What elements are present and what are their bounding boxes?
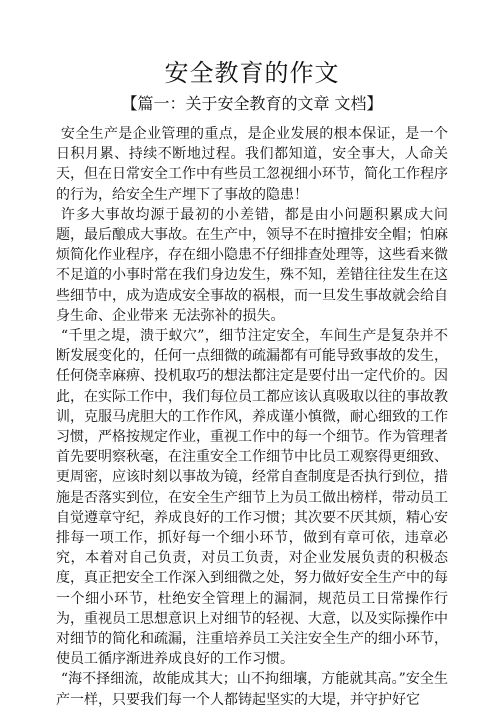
paragraph-2: 许多大事故均源于最初的小差错，都是由小问题积累成大问题，最后酿成大事故。在生产中，领导不在时擅排安全帽；怕麻烦简化作业程序，存在细小隐患不仔细排查处理等，这些看来微不足道的小事时常在我们身边发生，殊不知，差错往往发生在这些细节中，成为造成安全事故的祸根，而一旦发生事故就会给自身生命、企业带来 无法弥补的损失。: [56, 206, 448, 324]
document-title: 安全教育的作文: [164, 59, 340, 87]
document-subtitle: 【篇一：关于安全教育的文章 文档】: [121, 94, 383, 113]
paragraph-4: “海不择细流，故能成其大；山不拘细壤，方能就其高。”安全生产一样，只要我们每一个人都铸起坚实的大堤，并守护好它: [56, 671, 448, 708]
paragraph-1: 安全生产是企业管理的重点，是企业发展的根本保证，是一个日积月累、持续不断地过程。我们都知道，安全事大，人命关天，但在日常安全工作中有些员工忽视细小环节，简化工作程序的行为，给安全生产埋下了事故的隐患！: [56, 126, 448, 203]
paragraph-3: “千里之堤，溃于蚁穴”，细节注定安全，车间生产是复杂并不断发展变化的，任何一点细微的疏漏都有可能导致事故的发生，任何侥幸麻痹、投机取巧的想法都注定是要付出一定代价的。因此，在实际工作中，我们每位员工都应该认真吸取以往的事故教训，克服马虎胆大的工作作风，养成谨小慎微，耐心细致的工作习惯，严格按规定作业，重视工作中的每一个细节。作为管理者首先要明察秋毫，在注重安全工作细节中比员工观察得更细致、更周密，应该时刻以事故为镜，经常自查制度是否执行到位，措施是否落实到位，在安全生产细节上为员工做出榜样，带动员工自觉遵章守纪，养成良好的工作习惯；其次要不厌其烦，精心安排每一项工作，抓好每一个细小环节，做到有章可依，违章必究，本着对自己负责，对员工负责，对企业发展负责的积极态度，真正把安全工作深入到细微之处，努力做好安全生产中的每一个细小环节，杜绝安全管理上的漏洞，规范员工日常操作行为，重视员工思想意识上对细节的轻视、大意，以及实际操作中对细节的简化和疏漏，注重培养员工关注安全生产的细小环节，使员工循序渐进养成良好的工作习惯。: [56, 328, 448, 668]
